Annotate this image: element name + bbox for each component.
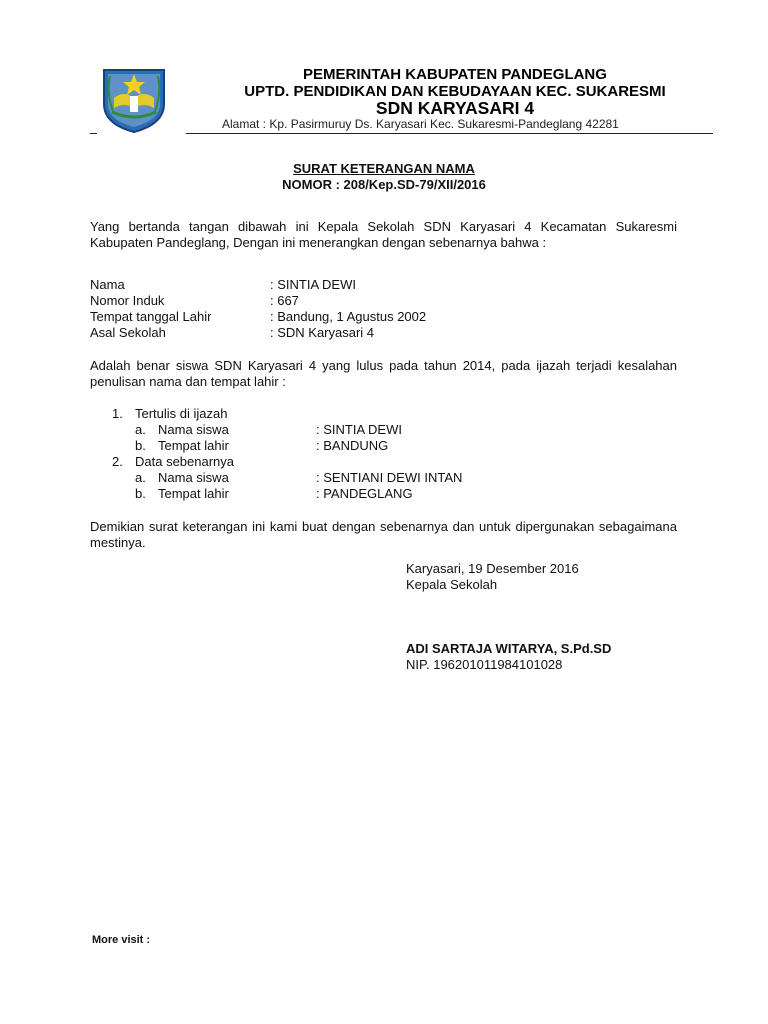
signature-place-date: Karyasari, 19 Desember 2016 (406, 561, 579, 576)
student-label: Nama (90, 277, 125, 292)
student-value: : 667 (270, 293, 299, 308)
header-address: Alamat : Kp. Pasirmuruy Ds. Karyasari Kec. Sukaresmi-Pandeglang 42281 (222, 117, 619, 131)
header-divider-stub (90, 133, 97, 134)
signature-name: ADI SARTAJA WITARYA, S.Pd.SD (406, 641, 612, 656)
correction-list (112, 406, 462, 502)
list-item: 2. Data sebenarnya (112, 454, 235, 469)
list-subitem: a. Nama siswa : SINTIA DEWI (135, 422, 402, 437)
student-row (90, 325, 426, 341)
letter-heading: SURAT KETERANGAN NAMA (293, 161, 475, 176)
list-item-title: Data sebenarnya (135, 454, 235, 469)
student-data (90, 277, 426, 341)
student-label: Tempat tanggal Lahir (90, 309, 212, 324)
signature-nip: NIP. 196201011984101028 (406, 657, 563, 672)
student-row (90, 277, 426, 293)
signature-position: Kepala Sekolah (406, 577, 498, 592)
pandeglang-regency-emblem-icon (96, 64, 172, 134)
student-label: Asal Sekolah (90, 325, 166, 340)
header-school-name: SDN KARYASARI 4 (375, 98, 535, 118)
letter-number: NOMOR : 208/Kep.SD-79/XII/2016 (282, 177, 486, 192)
header-government-name: PEMERINTAH KABUPATEN PANDEGLANG (303, 66, 607, 83)
student-value: : SINTIA DEWI (270, 277, 356, 292)
student-value: : SDN Karyasari 4 (270, 325, 375, 340)
student-label: Nomor Induk (90, 293, 165, 308)
list-item: 1. Tertulis di ijazah (112, 406, 228, 421)
student-value: : Bandung, 1 Agustus 2002 (270, 309, 427, 324)
header-department-name: UPTD. PENDIDIKAN DAN KEBUDAYAAN KEC. SUKARESMI (244, 83, 666, 100)
intro-paragraph: Yang bertanda tangan dibawah ini Kepala Sekolah SDN Karyasari 4 Kecamatan Sukaresmi Kabupaten Pandeglang, Dengan ini menerangkan dengan sebenarnya bahwa : (90, 219, 677, 250)
list-item-title: Tertulis di ijazah (135, 406, 228, 421)
list-subitem: b. Tempat lahir : BANDUNG (135, 438, 389, 453)
footer-more-visit: More visit : (92, 934, 151, 946)
student-row (90, 309, 426, 325)
statement-paragraph: Adalah benar siswa SDN Karyasari 4 yang lulus pada tahun 2014, pada ijazah terjadi kesalahan penulisan nama dan tempat lahir : (90, 358, 677, 389)
header-divider (186, 133, 713, 134)
closing-paragraph: Demikian surat keterangan ini kami buat dengan sebenarnya dan untuk dipergunakan sebagaimana mestinya. (90, 519, 677, 550)
list-subitem: a. Nama siswa : SENTIANI DEWI INTAN (135, 470, 463, 485)
student-row (90, 293, 426, 309)
list-subitem: b. Tempat lahir : PANDEGLANG (135, 486, 413, 501)
